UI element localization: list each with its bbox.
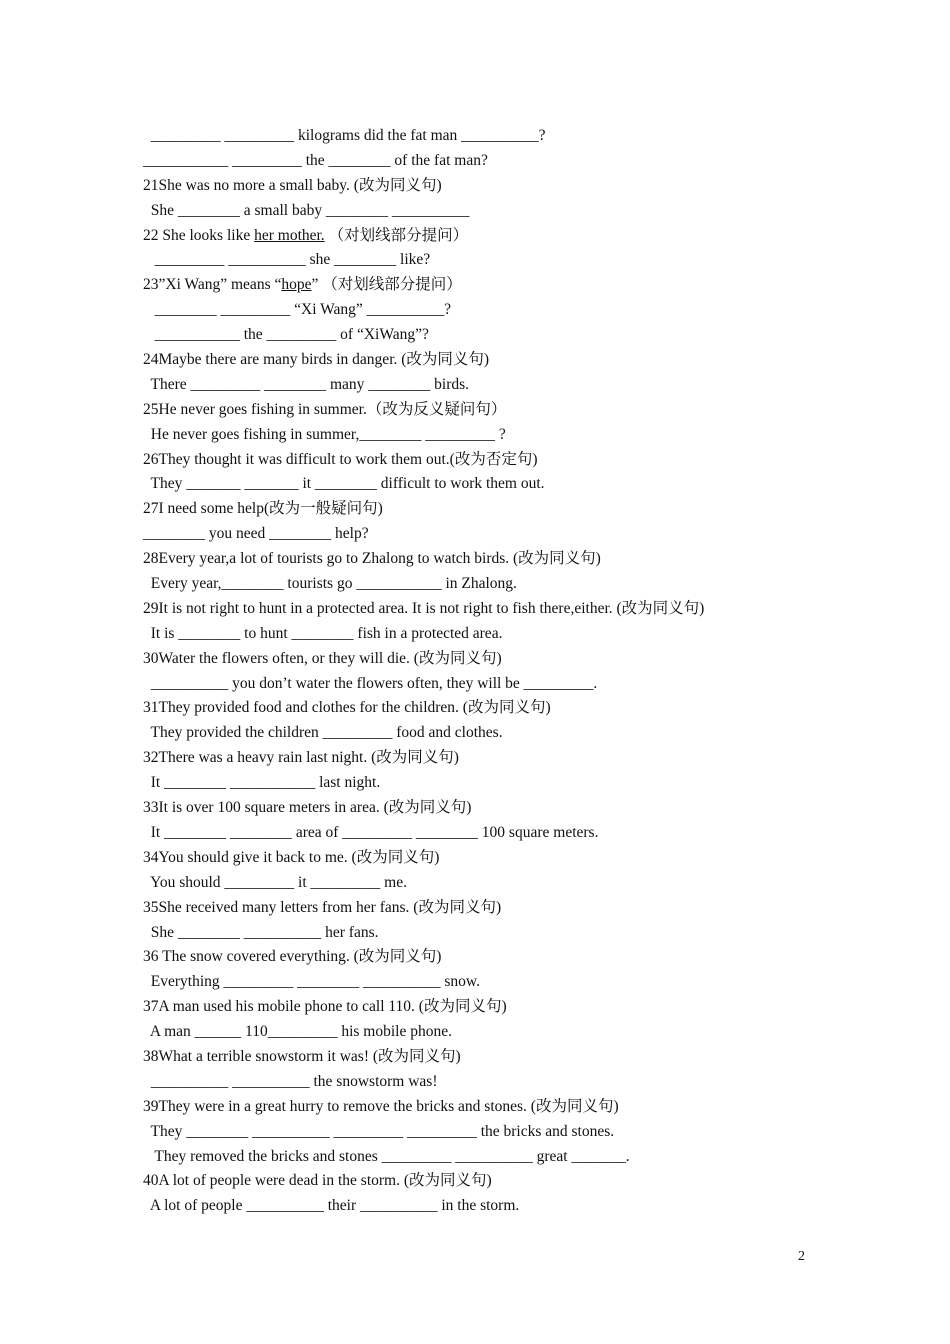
line-text: There _________ ________ many ________ birds.	[143, 375, 470, 393]
exercise-line	[143, 1070, 833, 1095]
line-text: 22 She looks like	[143, 226, 255, 244]
line-text: 27I need some help(改为一般疑问句)	[143, 500, 383, 518]
line-text: 40A lot of people were dead in the storm. (改为同义句)	[143, 1172, 492, 1190]
exercise-line	[143, 199, 833, 224]
line-text: 31They provided food and clothes for the children. (改为同义句)	[143, 699, 551, 717]
exercise-line	[143, 846, 833, 871]
line-text: 34You should give it back to me. (改为同义句)	[143, 848, 440, 866]
exercise-line	[143, 423, 833, 448]
exercise-line	[143, 149, 833, 174]
line-text: ________ _________ “Xi Wang” __________?	[143, 301, 452, 319]
line-text: （对划线部分提问）	[324, 226, 469, 244]
line-text: ” （对划线部分提问）	[311, 276, 462, 294]
line-text: 36 The snow covered everything. (改为同义句)	[143, 948, 442, 966]
exercise-line	[143, 796, 833, 821]
underlined-text: her mother.	[254, 226, 325, 244]
line-text: 35She received many letters from her fans. (改为同义句)	[143, 898, 502, 916]
exercise-line	[143, 746, 833, 771]
exercise-line	[143, 174, 833, 199]
line-text: They _______ _______ it ________ difficult to work them out.	[143, 475, 545, 493]
exercise-line	[143, 1045, 833, 1070]
exercise-line	[143, 224, 833, 249]
line-text: __________ you don’t water the flowers often, they will be _________.	[143, 674, 598, 692]
exercise-line	[143, 647, 833, 672]
line-text: 21She was no more a small baby. (改为同义句)	[143, 176, 442, 194]
line-text: 39They were in a great hurry to remove the bricks and stones. (改为同义句)	[143, 1097, 619, 1115]
line-text: It ________ ________ area of _________ ________ 100 square meters.	[143, 823, 599, 841]
exercise-line	[143, 1169, 833, 1194]
exercise-line	[143, 1020, 833, 1045]
line-text: 32There was a heavy rain last night. (改为同义句)	[143, 749, 459, 767]
exercise-line	[143, 771, 833, 796]
line-text: __________ __________ the snowstorm was!	[143, 1072, 438, 1090]
exercise-line	[143, 597, 833, 622]
exercise-line	[143, 1095, 833, 1120]
exercise-line	[143, 821, 833, 846]
exercise-line	[143, 970, 833, 995]
line-text: She ________ __________ her fans.	[143, 923, 379, 941]
exercise-line	[143, 547, 833, 572]
line-text: It ________ ___________ last night.	[143, 774, 381, 792]
underlined-text: hope	[281, 276, 312, 294]
exercise-line	[143, 896, 833, 921]
exercise-line	[143, 298, 833, 323]
line-text: 38What a terrible snowstorm it was! (改为同义句)	[143, 1047, 461, 1065]
exercise-line	[143, 1120, 833, 1145]
line-text: A lot of people __________ their __________ in the storm.	[143, 1197, 520, 1215]
line-text: They removed the bricks and stones _________ __________ great _______.	[143, 1147, 630, 1165]
exercise-line	[143, 448, 833, 473]
line-text: 30Water the flowers often, or they will die. (改为同义句)	[143, 649, 502, 667]
exercise-line	[143, 273, 833, 298]
line-text: 29It is not right to hunt in a protected area. It is not right to fish there,either. (改为同义句)	[143, 599, 705, 617]
line-text: They provided the children _________ food and clothes.	[143, 724, 503, 742]
exercise-line	[143, 348, 833, 373]
exercise-line	[143, 373, 833, 398]
line-text: Every year,________ tourists go ___________ in Zhalong.	[143, 575, 517, 593]
line-text: You should _________ it _________ me.	[143, 873, 407, 891]
line-text: 25He never goes fishing in summer.（改为反义疑问句）	[143, 400, 507, 418]
line-text: ________ you need ________ help?	[143, 525, 369, 543]
exercise-line	[143, 522, 833, 547]
line-text: A man ______ 110_________ his mobile phone.	[143, 1023, 452, 1041]
exercise-line	[143, 572, 833, 597]
line-text: _________ _________ kilograms did the fat man __________?	[143, 127, 546, 144]
exercise-line	[143, 921, 833, 946]
line-text: He never goes fishing in summer,________ _________ ?	[143, 425, 506, 443]
exercise-line	[143, 323, 833, 348]
exercise-line	[143, 871, 833, 896]
exercise-line	[143, 1145, 833, 1170]
line-text: 28Every year,a lot of tourists go to Zhalong to watch birds. (改为同义句)	[143, 550, 601, 568]
line-text: 33It is over 100 square meters in area. (改为同义句)	[143, 799, 472, 817]
exercise-line	[143, 497, 833, 522]
exercise-line	[143, 622, 833, 647]
exercise-line	[143, 248, 833, 273]
exercise-line	[143, 696, 833, 721]
line-text: She ________ a small baby ________ __________	[143, 201, 470, 219]
exercise-lines	[143, 124, 833, 1219]
line-text: 37A man used his mobile phone to call 110. (改为同义句)	[143, 998, 507, 1016]
line-text: Everything _________ ________ __________ snow.	[143, 973, 480, 991]
exercise-line	[143, 1194, 833, 1219]
exercise-line	[143, 995, 833, 1020]
exercise-line	[143, 472, 833, 497]
line-text: 26They thought it was difficult to work them out.(改为否定句)	[143, 450, 538, 468]
line-text: _________ __________ she ________ like?	[143, 251, 431, 269]
exercise-line	[143, 721, 833, 746]
exercise-line	[143, 398, 833, 423]
line-text: ___________ the _________ of “XiWang”?	[143, 326, 429, 344]
exercise-line	[143, 124, 833, 149]
line-text: It is ________ to hunt ________ fish in a protected area.	[143, 624, 503, 642]
exercise-line	[143, 945, 833, 970]
line-text: 24Maybe there are many birds in danger. (改为同义句)	[143, 351, 490, 369]
line-text: ___________ _________ the ________ of the fat man?	[143, 151, 488, 169]
line-text: 23”Xi Wang” means “	[143, 276, 282, 294]
page-number: 2	[798, 1249, 805, 1264]
line-text: They ________ __________ _________ _________ the bricks and stones.	[143, 1122, 615, 1140]
exercise-line	[143, 672, 833, 697]
